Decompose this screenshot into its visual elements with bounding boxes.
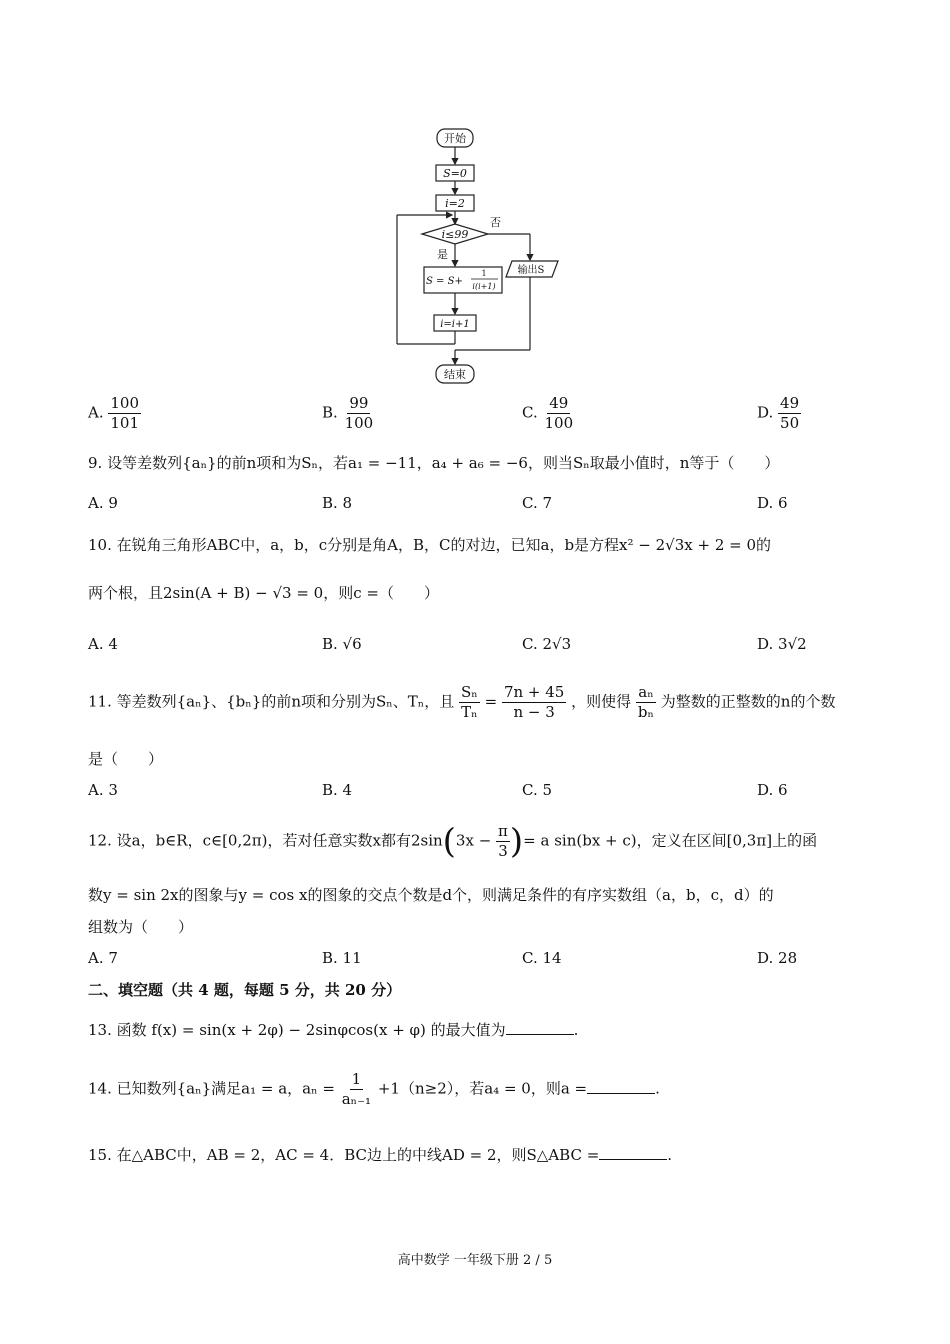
numerator: 100: [110, 394, 140, 412]
numerator: π: [498, 822, 508, 840]
q12-stem-line1: [88, 822, 817, 861]
numerator: Sₙ: [461, 683, 478, 701]
numerator: 49: [780, 394, 800, 412]
option-label: C.: [522, 403, 538, 422]
equals-sign: =: [484, 692, 498, 711]
q12-option-d: D. 28: [757, 949, 798, 967]
q12-stem-line2: 数y = sin 2x的图象与y = cos x的图象的交点个数是d个，则满足条件的有序实数组（a，b，c，d）的: [88, 886, 774, 904]
denominator: 100: [544, 414, 574, 432]
q13-text: 13. 函数 f(x) = sin(x + 2φ) − 2sinφcos(x + φ) 的最大值为: [88, 1021, 506, 1039]
fraction-pi-over-3: [496, 822, 510, 861]
denominator: bₙ: [637, 703, 655, 721]
output-text: 输出S: [517, 265, 545, 276]
q11-suffix: 为整数的正整数的n的个数: [660, 692, 836, 711]
condition-text: i≤99: [441, 228, 469, 241]
denominator: aₙ₋₁: [341, 1090, 372, 1108]
q15-stem: [88, 1145, 672, 1165]
q15-end: .: [667, 1146, 673, 1164]
big-paren-left: (: [442, 821, 456, 862]
q11-option-c: C. 5: [522, 781, 553, 799]
q13-end: .: [573, 1021, 579, 1039]
numerator: 7n + 45: [503, 683, 565, 701]
q14-suffix: +1（n≥2），若a₄ = 0，则a =: [377, 1079, 588, 1098]
fraction-a-over-b: [636, 683, 656, 722]
option-label: B.: [322, 403, 338, 422]
init-i-text: i=2: [445, 197, 465, 210]
q12-suffix: = a sin(bx + c)，定义在区间[0,3π]上的函: [523, 831, 818, 850]
numerator: 49: [549, 394, 569, 412]
numerator: aₙ: [638, 683, 654, 701]
denominator: n − 3: [513, 703, 555, 721]
q11-option-d: D. 6: [757, 781, 788, 799]
q12-prefix: 12. 设a，b∈R，c∈[0,2π)，若对任意实数x都有2sin: [88, 831, 443, 850]
q11-stem-line1: [88, 683, 835, 722]
q11-mid: ，则使得: [571, 692, 632, 711]
update-i-text: i=i+1: [440, 319, 470, 330]
answer-blank: [587, 1093, 655, 1094]
no-label: 否: [490, 216, 501, 229]
q12-option-c: C. 14: [522, 949, 562, 967]
start-text: 开始: [444, 132, 466, 145]
q10-option-c: C. 2√3: [522, 635, 572, 653]
q11-prefix: 11. 等差数列{aₙ}、{bₙ}的前n项和分别为Sₙ、Tₙ，且: [88, 692, 455, 711]
update-s-prefix: S = S+: [426, 276, 463, 287]
option-label: D.: [757, 403, 774, 422]
q11-stem-line2: 是（ ）: [88, 750, 164, 768]
update-s-den: i(i+1): [472, 282, 496, 291]
q9-option-d: D. 6: [757, 494, 788, 512]
q10-stem-line2: 两个根，且2sin(A + B) − √3 = 0，则c =（ ）: [88, 584, 439, 602]
fraction-ratio: [502, 683, 566, 722]
end-text: 结束: [444, 368, 466, 381]
page-footer: 高中数学 一年级下册 2 / 5: [397, 1253, 553, 1268]
fraction-s-over-t: [459, 683, 480, 722]
q12-stem-line3: 组数为（ ）: [88, 918, 194, 936]
fraction: [108, 394, 141, 433]
q14-prefix: 14. 已知数列{aₙ}满足a₁ = a，aₙ =: [88, 1079, 335, 1098]
fraction: [778, 394, 801, 433]
fraction: [343, 394, 376, 433]
denominator: 3: [498, 842, 508, 860]
q10-option-d: D. 3√2: [757, 635, 807, 653]
flowchart: [380, 124, 580, 389]
update-s-num: 1: [481, 269, 487, 278]
q8-option-d: [757, 394, 801, 433]
numerator: 1: [351, 1070, 362, 1088]
denominator: 101: [110, 414, 140, 432]
numerator: 99: [349, 394, 369, 412]
q11-option-b: B. 4: [322, 781, 353, 799]
q10-option-a: A. 4: [88, 635, 118, 653]
q14-end: .: [655, 1079, 660, 1098]
section-heading: 二、填空题（共 4 题，每题 5 分，共 20 分）: [88, 981, 402, 999]
denominator: Tₙ: [461, 703, 478, 721]
q9-option-a: A. 9: [88, 494, 118, 512]
q10-stem-line1: 10. 在锐角三角形ABC中，a，b，c分别是角A，B，C的对边，已知a，b是方程x² − 2√3x + 2 = 0的: [88, 536, 772, 554]
q12-inner: 3x −: [455, 831, 492, 850]
answer-blank: [506, 1034, 574, 1035]
q13-stem: [88, 1020, 578, 1040]
q9-option-b: B. 8: [322, 494, 353, 512]
answer-blank: [599, 1159, 667, 1160]
init-s-text: S=0: [443, 167, 467, 180]
q15-text: 15. 在△ABC中，AB = 2，AC = 4．BC边上的中线AD = 2，则S△ABC =: [88, 1146, 600, 1164]
q12-option-b: B. 11: [322, 949, 362, 967]
fraction-recurrence: [340, 1070, 373, 1109]
q8-option-b: [322, 394, 375, 433]
big-paren-right: ): [509, 821, 524, 862]
q9-stem: 9. 设等差数列{aₙ}的前n项和为Sₙ，若a₁ = −11，a₄ + a₆ = −6，则当Sₙ取最小值时，n等于（ ）: [88, 454, 780, 472]
q8-option-a: [88, 394, 141, 433]
q14-stem: [88, 1070, 660, 1109]
q9-option-c: C. 7: [522, 494, 553, 512]
q8-option-c: [522, 394, 575, 433]
q12-option-a: A. 7: [88, 949, 118, 967]
denominator: 50: [780, 414, 800, 432]
denominator: 100: [344, 414, 374, 432]
option-label: A.: [88, 403, 104, 422]
q11-option-a: A. 3: [88, 781, 118, 799]
fraction: [543, 394, 576, 433]
yes-label: 是: [437, 248, 448, 261]
q10-option-b: B. √6: [322, 635, 362, 653]
